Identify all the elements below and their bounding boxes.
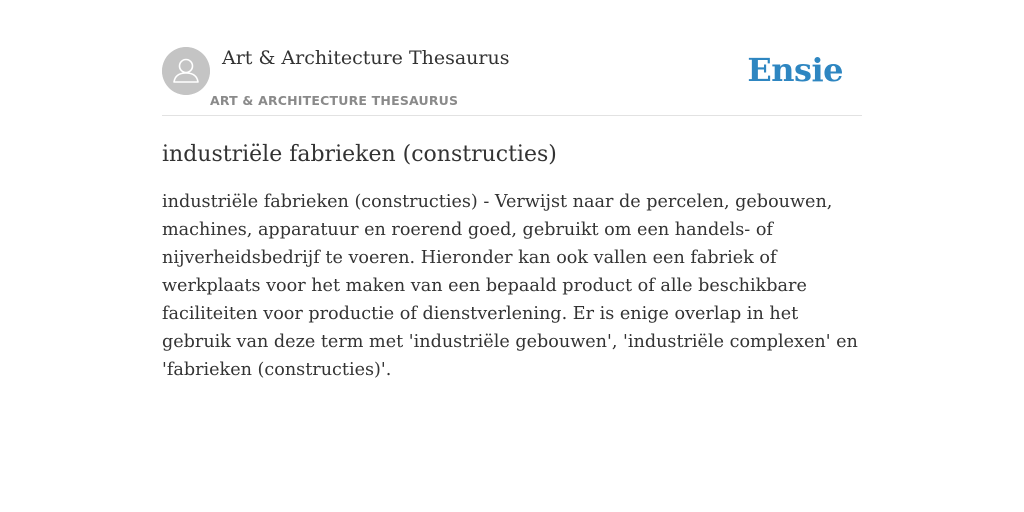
page-container <box>162 46 862 384</box>
source-label[interactable]: ART & ARCHITECTURE THESAURUS <box>210 93 459 108</box>
author-avatar[interactable] <box>162 47 210 95</box>
ensie-logo[interactable]: Ensie <box>747 51 843 89</box>
user-silhouette-icon <box>162 47 210 95</box>
author-name-link[interactable]: Art & Architecture Thesaurus <box>222 47 510 69</box>
page-title: industriële fabrieken (constructies) <box>162 142 557 167</box>
definition-text: industriële fabrieken (constructies) - Verwijst naar de percelen, gebouwen, machines, apparatuur en roerend goed, gebruikt om een handels- of nijverheidsbedrijf te voeren. Hieronder kan ook vallen een fabriek of werkplaats voor het maken van een bepaald product of alle beschikbare faciliteiten voor productie of dienstverlening. Er is enige overlap in het gebruik van deze term met 'industriële gebouwen', 'industriële complexen' en 'fabrieken (constructies)'. <box>162 192 858 380</box>
author-header <box>162 46 862 116</box>
